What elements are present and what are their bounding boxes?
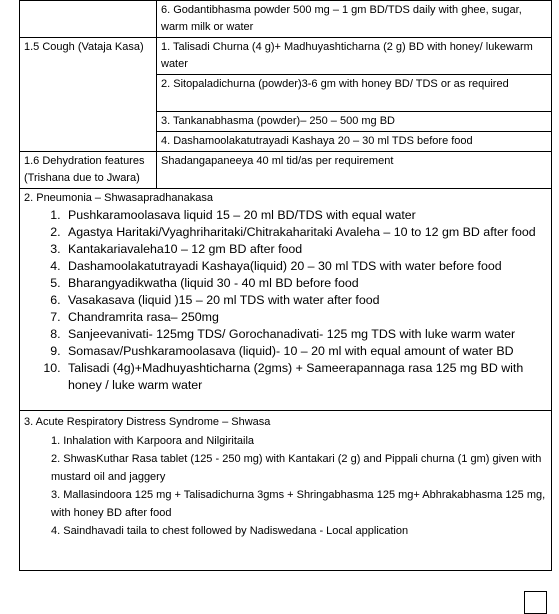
treatment-cell [157,75,552,112]
list-item: 2. Agastya Haritaki/Vyaghriharitaki/Chitrakaharitaki Avaleha – 10 to 12 gm BD after food [64,224,548,241]
ards-section [20,411,552,571]
table-row [20,1,552,38]
condition-label: 1.5 Cough (Vataja Kasa) [24,41,144,53]
section-heading: 3. Acute Respiratory Distress Syndrome – Shwasa [24,416,271,428]
table-row [20,38,552,75]
treatment-cell [157,152,552,189]
list-item: 1. Inhalation with Karpoora and Nilgiritaila [51,435,255,447]
condition-label: 1.6 Dehydration features (Trishana due to Jwara) [24,155,145,184]
pneumonia-section [20,189,552,411]
list-item: 10. Talisadi (4g)+Madhuyashticharna (2gms) + Sameerapannaga rasa 125 mg BD with honey / luke warm water [64,360,548,394]
pneumonia-list [24,207,548,394]
list-item: 3. Kantakariavaleha10 – 12 gm BD after food [64,241,548,258]
treatment-cell [157,1,552,38]
section-heading: 2. Pneumonia – Shwasapradhanakasa [24,192,213,204]
empty-label-cell [20,1,157,38]
treatment-item: 2. Sitopaladichurna (powder)3-6 gm with honey BD/ TDS or as required [161,78,509,90]
treatment-cell [157,132,552,152]
list-item: 9. Somasav/Pushkaramoolasava (liquid)- 10 – 20 ml with equal amount of water BD [64,343,548,360]
ards-list [24,432,548,540]
condition-label-cell [20,38,157,152]
table-row [20,152,552,189]
list-item: 7. Chandramrita rasa– 250mg [64,309,548,326]
treatment-item: 3. Tankanabhasma (powder)– 250 – 500 mg BD [161,115,395,127]
list-item: 1. Pushkaramoolasava liquid 15 – 20 ml BD/TDS with equal water [64,207,548,224]
treatment-item: 6. Godantibhasma powder 500 mg – 1 gm BD/TDS daily with ghee, sugar, warm milk or water [161,4,522,33]
treatment-item: 1. Talisadi Churna (4 g)+ Madhuyashticharna (2 g) BD with honey/ lukewarm water [161,41,533,70]
list-item: 5. Bharangyadikwatha (liquid 30 - 40 ml BD before food [64,275,548,292]
list-item: 4. Saindhavadi taila to chest followed by Nadiswedana - Local application [51,525,409,537]
list-item: 4. Dashamoolakatutrayadi Kashaya(liquid) 20 – 30 ml TDS with water before food [64,258,548,275]
treatment-table [19,0,552,571]
list-item: 6. Vasakasava (liquid )15 – 20 ml TDS with water after food [64,292,548,309]
condition-label-cell [20,152,157,189]
table-row [20,411,552,571]
list-item: 2. ShwasKuthar Rasa tablet (125 - 250 mg) with Kantakari (2 g) and Pippali churna (1 gm) given with mustard oil and jaggery [51,453,542,483]
list-item: 8. Sanjeevanivati- 125mg TDS/ Gorochanadivati- 125 mg TDS with luke warm water [64,326,548,343]
treatment-item: Shadangapaneeya 40 ml tid/as per requirement [161,155,394,167]
treatment-item: 4. Dashamoolakatutrayadi Kashaya 20 – 30 ml TDS before food [161,135,473,147]
corner-box [524,591,547,614]
treatment-cell [157,38,552,75]
treatment-cell [157,112,552,132]
table-row [20,189,552,411]
list-item: 3. Mallasindoora 125 mg + Talisadichurna 3gms + Shringabhasma 125 mg+ Abhrakabhasma 125 mg, with honey BD after food [51,489,546,519]
